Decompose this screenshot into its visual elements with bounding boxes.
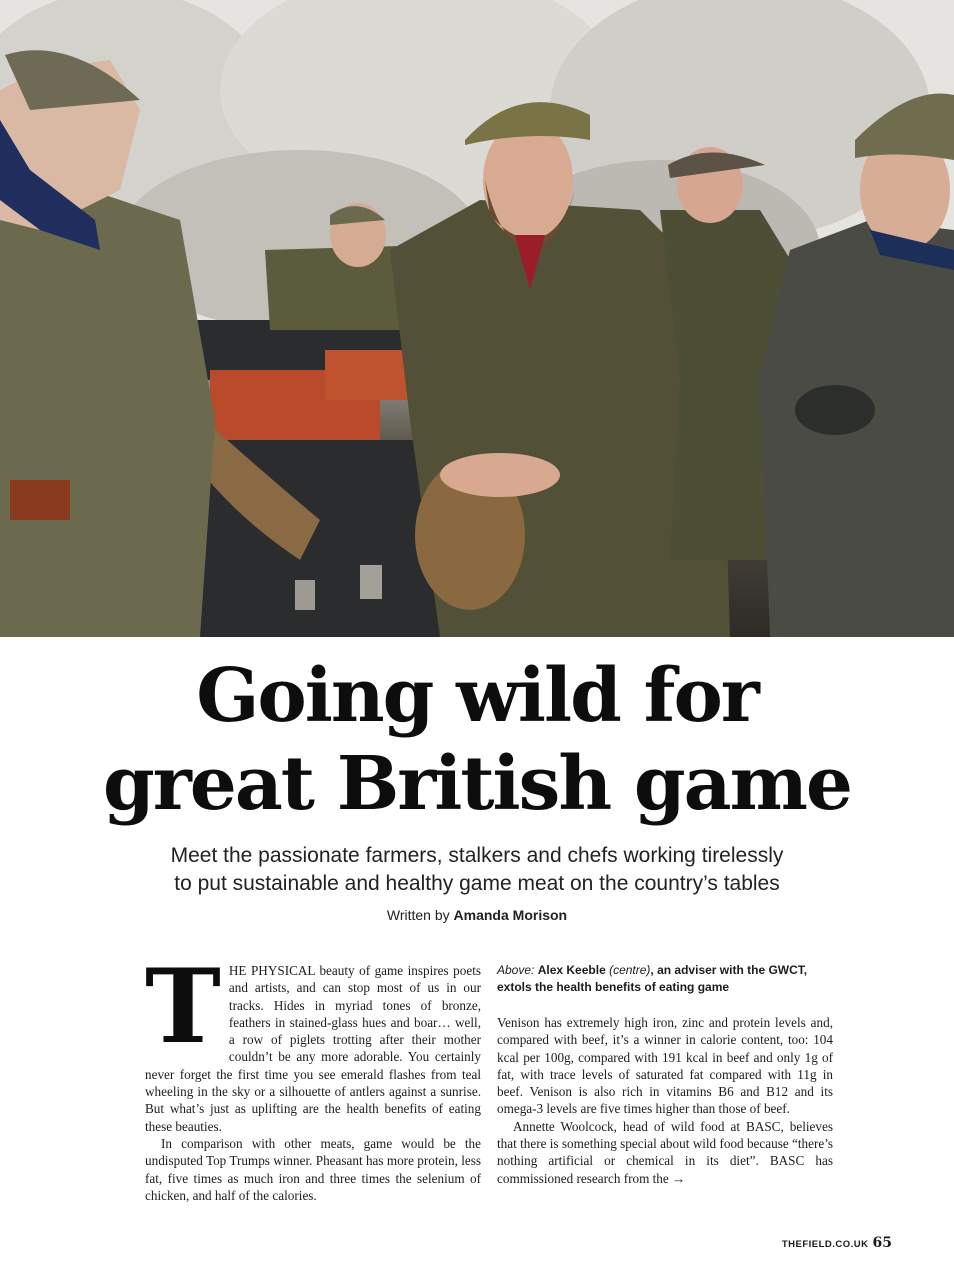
body-paragraph-2: In comparison with other meats, game would be the undisputed Top Trumps winner. Pheasant has more protein, less fat, five times as much iron and three times the selenium of chicken, and half of the calories. <box>145 1135 481 1203</box>
body-paragraph-1 <box>145 947 481 1135</box>
headline-line-1: Going wild for <box>196 653 758 739</box>
caption-name: Alex Keeble <box>537 963 610 977</box>
body-column-right <box>497 962 833 1187</box>
caption-label: Above: <box>497 963 538 977</box>
body-paragraph-4: Annette Woolcock, head of wild food at BASC, believes that there is something special about wild food because “there’s nothing artificial or chemical in its diet”. BASC has commissioned research from the → <box>497 1118 833 1186</box>
byline <box>0 907 954 923</box>
photo-caption <box>497 962 833 996</box>
drop-cap: T <box>145 947 221 1067</box>
byline-prefix: Written by <box>386 907 454 923</box>
standfirst-line-1: Meet the passionate farmers, stalkers and chefs working tirelessly <box>170 844 784 867</box>
caption-role: (centre) <box>609 963 651 977</box>
headline-line-2: great British game <box>103 741 851 827</box>
body-column-left <box>145 947 481 1204</box>
standfirst-line-2: to put sustainable and healthy game meat on the country’s tables <box>174 872 780 895</box>
body-paragraph-3: Venison has extremely high iron, zinc and protein levels and, compared with beef, it’s a winner in calorie content, too: 104 kcal per 100g, compared with 191 kcal in beef and only 1g of fat, with trace levels of saturated fat compared with 11g in beef. Venison is also rich in vitamins B6 and B12 and its omega-3 levels are five times higher than those of beef. <box>497 1015 833 1117</box>
byline-author: Amanda Morison <box>453 907 568 923</box>
article-standfirst <box>110 842 844 898</box>
hero-photo <box>0 0 954 637</box>
page-footer <box>782 1234 892 1252</box>
site-url: THEFIELD.CO.UK <box>781 1239 869 1250</box>
page-number: 65 <box>872 1235 892 1251</box>
paragraph-1-text: HE PHYSICAL beauty of game inspires poets and artists, and can stop most of us in our tracks. Hides in myriad tones of bronze, feathers in stained-glass hues and boar… well, a row of piglets trotting after their mother couldn’t be any more adorable. You certainly never forget the first time you see emerald flashes from teal wheeling in the sky or a silhouette of antlers against a sunrise. But what’s just as uplifting are the health benefits of eating these beauties. <box>145 963 481 1134</box>
article-headline <box>0 652 954 828</box>
hero-photo-illustration <box>0 0 954 637</box>
caption-text: , an adviser with the GWCT, extols the health benefits of eating game <box>497 963 808 994</box>
